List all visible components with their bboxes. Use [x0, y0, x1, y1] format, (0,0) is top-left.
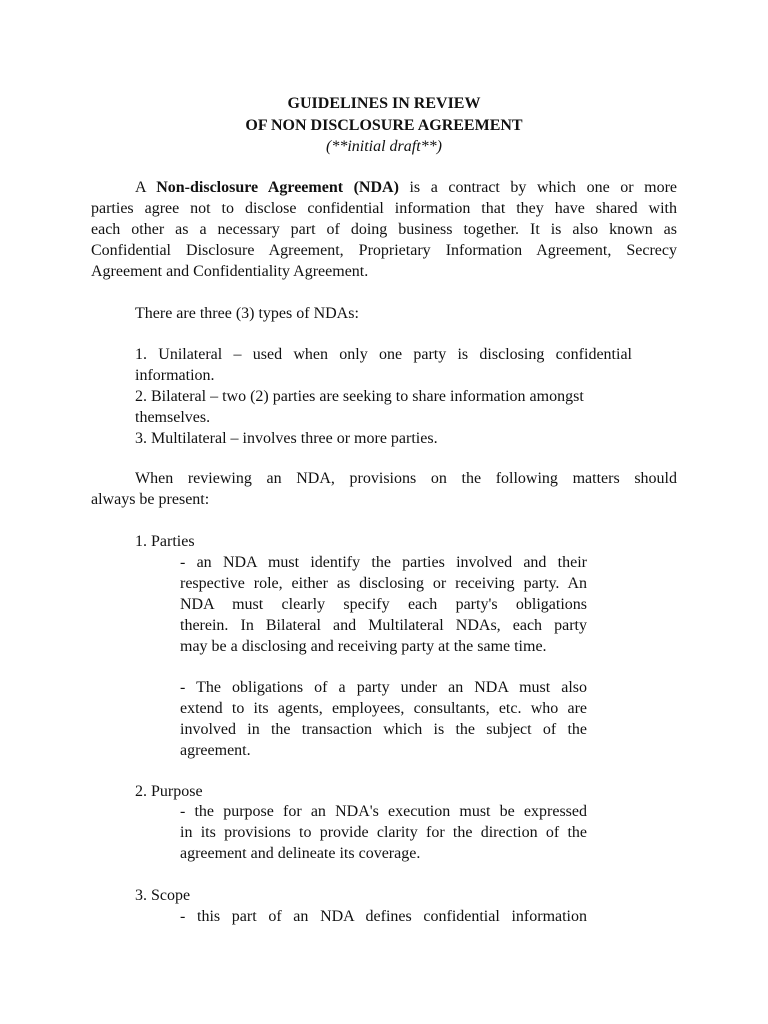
review-intro-paragraph	[91, 468, 677, 510]
intro-line-2: parties agree not to disclose confidential information that they have shared with	[91, 200, 677, 217]
purpose-line-1: - the purpose for an NDA's execution must be expressed	[180, 803, 587, 820]
parties-p2-line-2: extend to its agents, employees, consultants, etc. who are	[180, 700, 587, 717]
parties-p1-line-1: - an NDA must identify the parties involved and their	[180, 554, 587, 571]
parties-p1-line-3: NDA must clearly specify each party's obligations	[180, 596, 587, 613]
intro-line-1	[91, 177, 677, 198]
section-scope-paragraph	[180, 906, 587, 927]
section-parties-heading: 1. Parties	[135, 533, 195, 550]
type-3-line-1: 3. Multilateral – involves three or more parties.	[135, 430, 438, 447]
type-1-line-2: information.	[135, 367, 215, 384]
parties-p1-line-2: respective role, either as disclosing or receiving party. An	[180, 575, 587, 592]
parties-p2-line-1: - The obligations of a party under an NDA must also	[180, 679, 587, 696]
type-2-line-1: 2. Bilateral – two (2) parties are seeking to share information amongst	[135, 388, 584, 405]
intro-paragraph	[91, 177, 677, 282]
purpose-line-3: agreement and delineate its coverage.	[180, 845, 421, 862]
type-2-line-2: themselves.	[135, 409, 211, 426]
intro-line-4: Confidential Disclosure Agreement, Proprietary Information Agreement, Secrecy	[91, 242, 677, 259]
document-subtitle: (**initial draft**)	[326, 138, 442, 155]
parties-p1-line-4: therein. In Bilateral and Multilateral NDAs, each party	[180, 617, 587, 634]
section-parties-paragraph-1	[180, 552, 587, 657]
review-intro-line-1: When reviewing an NDA, provisions on the following matters should	[135, 470, 677, 487]
document-title-line1: GUIDELINES IN REVIEW	[287, 95, 481, 112]
section-scope-heading: 3. Scope	[135, 887, 191, 904]
review-intro-line-2: always be present:	[91, 491, 210, 508]
section-purpose-paragraph	[180, 801, 587, 864]
types-list	[135, 344, 632, 449]
parties-p1-line-5: may be a disclosing and receiving party at the same time.	[180, 638, 547, 655]
purpose-line-2: in its provisions to provide clarity for the direction of the	[180, 824, 587, 841]
parties-p2-line-4: agreement.	[180, 742, 251, 759]
intro-line1-rest: is a contract by which one or more	[398, 179, 677, 196]
scope-line-1: - this part of an NDA defines confidential information	[180, 908, 587, 925]
parties-p2-line-3: involved in the transaction which is the subject of the	[180, 721, 587, 738]
section-purpose-heading: 2. Purpose	[135, 783, 203, 800]
types-intro: There are three (3) types of NDAs:	[135, 305, 359, 322]
intro-term: Non-disclosure Agreement (NDA)	[156, 179, 399, 196]
section-parties-paragraph-2	[180, 677, 587, 761]
document-title-line2: OF NON DISCLOSURE AGREEMENT	[245, 117, 523, 134]
intro-prefix: A	[135, 179, 157, 196]
intro-line-5: Agreement and Confidentiality Agreement.	[91, 263, 369, 280]
intro-line-3: each other as a necessary part of doing business together. It is also known as	[91, 221, 677, 238]
type-1-line-1: 1. Unilateral – used when only one party is disclosing confidential	[135, 346, 632, 363]
